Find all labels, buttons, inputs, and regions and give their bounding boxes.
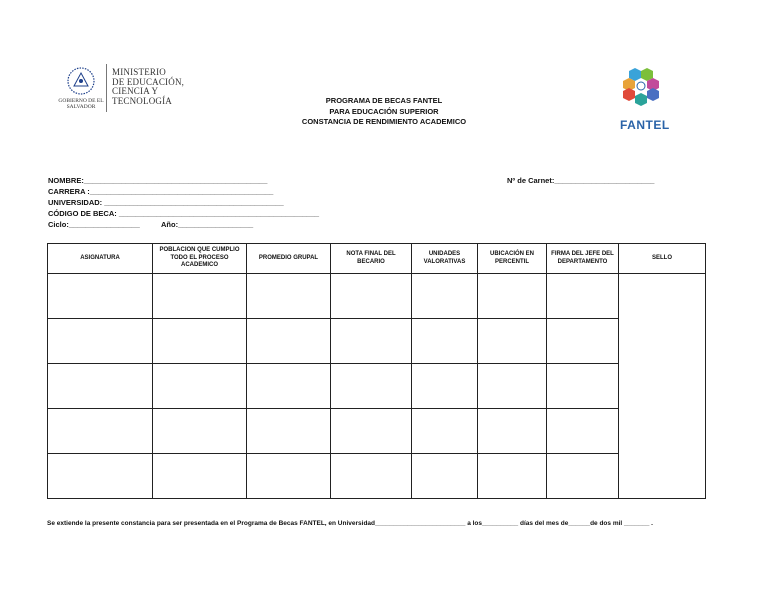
cell-poblacion[interactable]: [153, 364, 247, 409]
col-percentil: UBICACIÓN EN PERCENTIL: [478, 244, 547, 274]
cell-sello[interactable]: [619, 274, 706, 499]
ministry-line: MINISTERIO: [112, 67, 166, 77]
col-poblacion: POBLACION QUE CUMPLIO TODO EL PROCESO ACADEMICO: [153, 244, 247, 274]
table-row: [48, 274, 706, 319]
cell-unidades[interactable]: [412, 409, 478, 454]
ministry-line: CIENCIA Y: [112, 86, 159, 96]
cell-percentil[interactable]: [478, 319, 547, 364]
cell-nota-final[interactable]: [331, 364, 412, 409]
cell-nota-final[interactable]: [331, 454, 412, 499]
table-row: [48, 319, 706, 364]
cell-unidades[interactable]: [412, 274, 478, 319]
cell-firma[interactable]: [547, 409, 619, 454]
col-promedio: PROMEDIO GRUPAL: [247, 244, 331, 274]
cell-promedio[interactable]: [247, 409, 331, 454]
cell-unidades[interactable]: [412, 454, 478, 499]
header-line-1: PROGRAMA DE BECAS FANTEL: [325, 96, 443, 105]
col-nota-final: NOTA FINAL DEL BECARIO: [331, 244, 412, 274]
cell-poblacion[interactable]: [153, 319, 247, 364]
cell-percentil[interactable]: [478, 409, 547, 454]
fantel-wordmark: FANTEL: [620, 118, 670, 132]
cell-nota-final[interactable]: [331, 409, 412, 454]
anio-field[interactable]: Año:__________________: [161, 220, 254, 229]
coat-of-arms-icon: [66, 66, 96, 96]
cell-unidades[interactable]: [412, 319, 478, 364]
cell-poblacion[interactable]: [153, 409, 247, 454]
nombre-field[interactable]: NOMBRE:____________________________________________: [48, 176, 268, 185]
cell-promedio[interactable]: [247, 319, 331, 364]
cell-unidades[interactable]: [412, 364, 478, 409]
cell-poblacion[interactable]: [153, 274, 247, 319]
cell-firma[interactable]: [547, 274, 619, 319]
cell-firma[interactable]: [547, 319, 619, 364]
universidad-field[interactable]: UNIVERSIDAD: ___________________________________________: [48, 198, 284, 207]
cell-poblacion[interactable]: [153, 454, 247, 499]
cell-asignatura[interactable]: [48, 409, 153, 454]
cell-asignatura[interactable]: [48, 364, 153, 409]
cell-nota-final[interactable]: [331, 319, 412, 364]
header-line-2: PARA EDUCACIÓN SUPERIOR: [329, 106, 439, 116]
cell-firma[interactable]: [547, 454, 619, 499]
codigo-beca-field[interactable]: CÓDIGO DE BECA: ________________________________________________: [48, 209, 320, 218]
table-header-row: [48, 244, 706, 274]
ministry-line: TECNOLOGÍA: [112, 95, 172, 106]
cell-promedio[interactable]: [247, 364, 331, 409]
cell-promedio[interactable]: [247, 274, 331, 319]
cell-asignatura[interactable]: [48, 274, 153, 319]
header-line-3: CONSTANCIA DE RENDIMIENTO ACADEMICO: [301, 117, 467, 126]
carrera-field[interactable]: CARRERA :____________________________________________: [48, 187, 274, 196]
ciclo-field[interactable]: Ciclo:_________________: [48, 220, 140, 229]
cell-nota-final[interactable]: [331, 274, 412, 319]
cell-percentil[interactable]: [478, 364, 547, 409]
cell-promedio[interactable]: [247, 454, 331, 499]
col-asignatura: ASIGNATURA: [48, 244, 153, 274]
footer-statement: Se extiende la presente constancia para ser presentada en el Programa de Becas FANTEL, en Universidad_________________________ a los__________ días del mes de______de dos mil _______ .: [47, 520, 653, 527]
carnet-field[interactable]: Nº de Carnet:________________________: [507, 176, 655, 185]
government-label: GOBIERNO DE EL SALVADOR: [58, 98, 104, 110]
ministry-line: DE EDUCACIÓN,: [112, 76, 185, 87]
cell-percentil[interactable]: [478, 274, 547, 319]
cell-asignatura[interactable]: [48, 454, 153, 499]
col-firma: FIRMA DEL JEFE DEL DEPARTAMENTO: [547, 244, 619, 274]
table-row: [48, 454, 706, 499]
fantel-hexagon-icon: [604, 66, 684, 118]
cell-firma[interactable]: [547, 364, 619, 409]
col-sello: SELLO: [619, 244, 706, 274]
table-row: [48, 409, 706, 454]
table-row: [48, 364, 706, 409]
cell-percentil[interactable]: [478, 454, 547, 499]
col-unidades: UNIDADES VALORATIVAS: [412, 244, 478, 274]
grades-table: [47, 243, 706, 499]
fantel-logo: [604, 66, 684, 136]
cell-asignatura[interactable]: [48, 319, 153, 364]
